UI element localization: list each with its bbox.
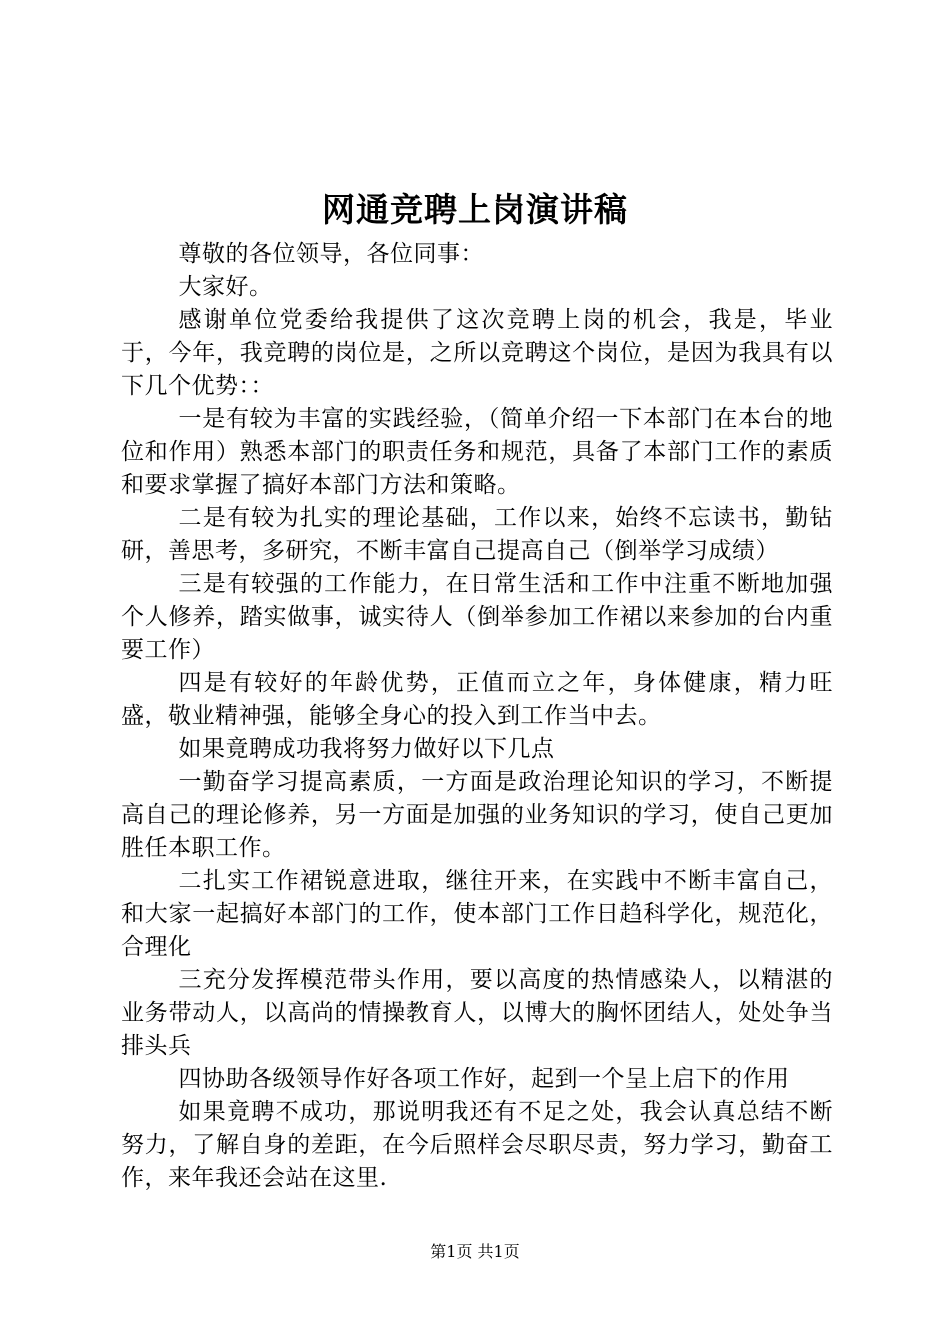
document-title: 网通竞聘上岗演讲稿 <box>322 190 628 229</box>
paragraph-plan-3: 三充分发挥模范带头作用，要以高度的热情感染人，以精湛的业务带动人，以高尚的情操教育人，以博大的胸怀团结人，处处争当排头兵 <box>121 967 833 1059</box>
paragraph-plan-1: 一勤奋学习提高素质，一方面是政治理论知识的学习，不断提高自己的理论修养，另一方面是加强的业务知识的学习，使自己更加胜任本职工作。 <box>121 769 833 861</box>
paragraph-plan-heading: 如果竟聘成功我将努力做好以下几点 <box>178 736 555 762</box>
document-body <box>121 238 833 1195</box>
paragraph-plan-2: 二扎实工作裙锐意进取，继往开来，在实践中不断丰富自己，和大家一起搞好本部门的工作，使本部门工作日趋科学化，规范化，合理化 <box>121 868 833 960</box>
paragraph-closing: 如果竟聘不成功，那说明我还有不足之处，我会认真总结不断努力，了解自身的差距，在今后照样会尽职尽责，努力学习，勤奋工作，来年我还会站在这里. <box>121 1099 833 1191</box>
paragraph-advantage-1: 一是有较为丰富的实践经验，（简单介绍一下本部门在本台的地位和作用）熟悉本部门的职责任务和规范，具备了本部门工作的素质和要求掌握了搞好本部门方法和策略。 <box>121 406 833 498</box>
paragraph-plan-4: 四协助各级领导作好各项工作好，起到一个呈上启下的作用 <box>178 1066 790 1092</box>
paragraph-advantage-3: 三是有较强的工作能力，在日常生活和工作中注重不断地加强个人修养，踏实做事，诚实待人（倒举参加工作裙以来参加的台内重要工作） <box>121 571 833 663</box>
paragraph-advantage-4: 四是有较好的年龄优势，正值而立之年，身体健康，精力旺盛，敬业精神强，能够全身心的投入到工作当中去。 <box>121 670 833 729</box>
paragraph-advantage-2: 二是有较为扎实的理论基础，工作以来，始终不忘读书，勤钻研，善思考，多研究，不断丰富自己提高自己（倒举学习成绩） <box>121 505 833 564</box>
page-footer: 第1页 共1页 <box>430 1242 520 1261</box>
paragraph-greeting: 大家好。 <box>178 274 273 300</box>
paragraph-salutation: 尊敬的各位领导，各位同事： <box>178 241 484 267</box>
paragraph-intro: 感谢单位党委给我提供了这次竞聘上岗的机会，我是，毕业于，今年，我竞聘的岗位是，之所以竞聘这个岗位，是因为我具有以下几个优势：： <box>121 307 833 399</box>
